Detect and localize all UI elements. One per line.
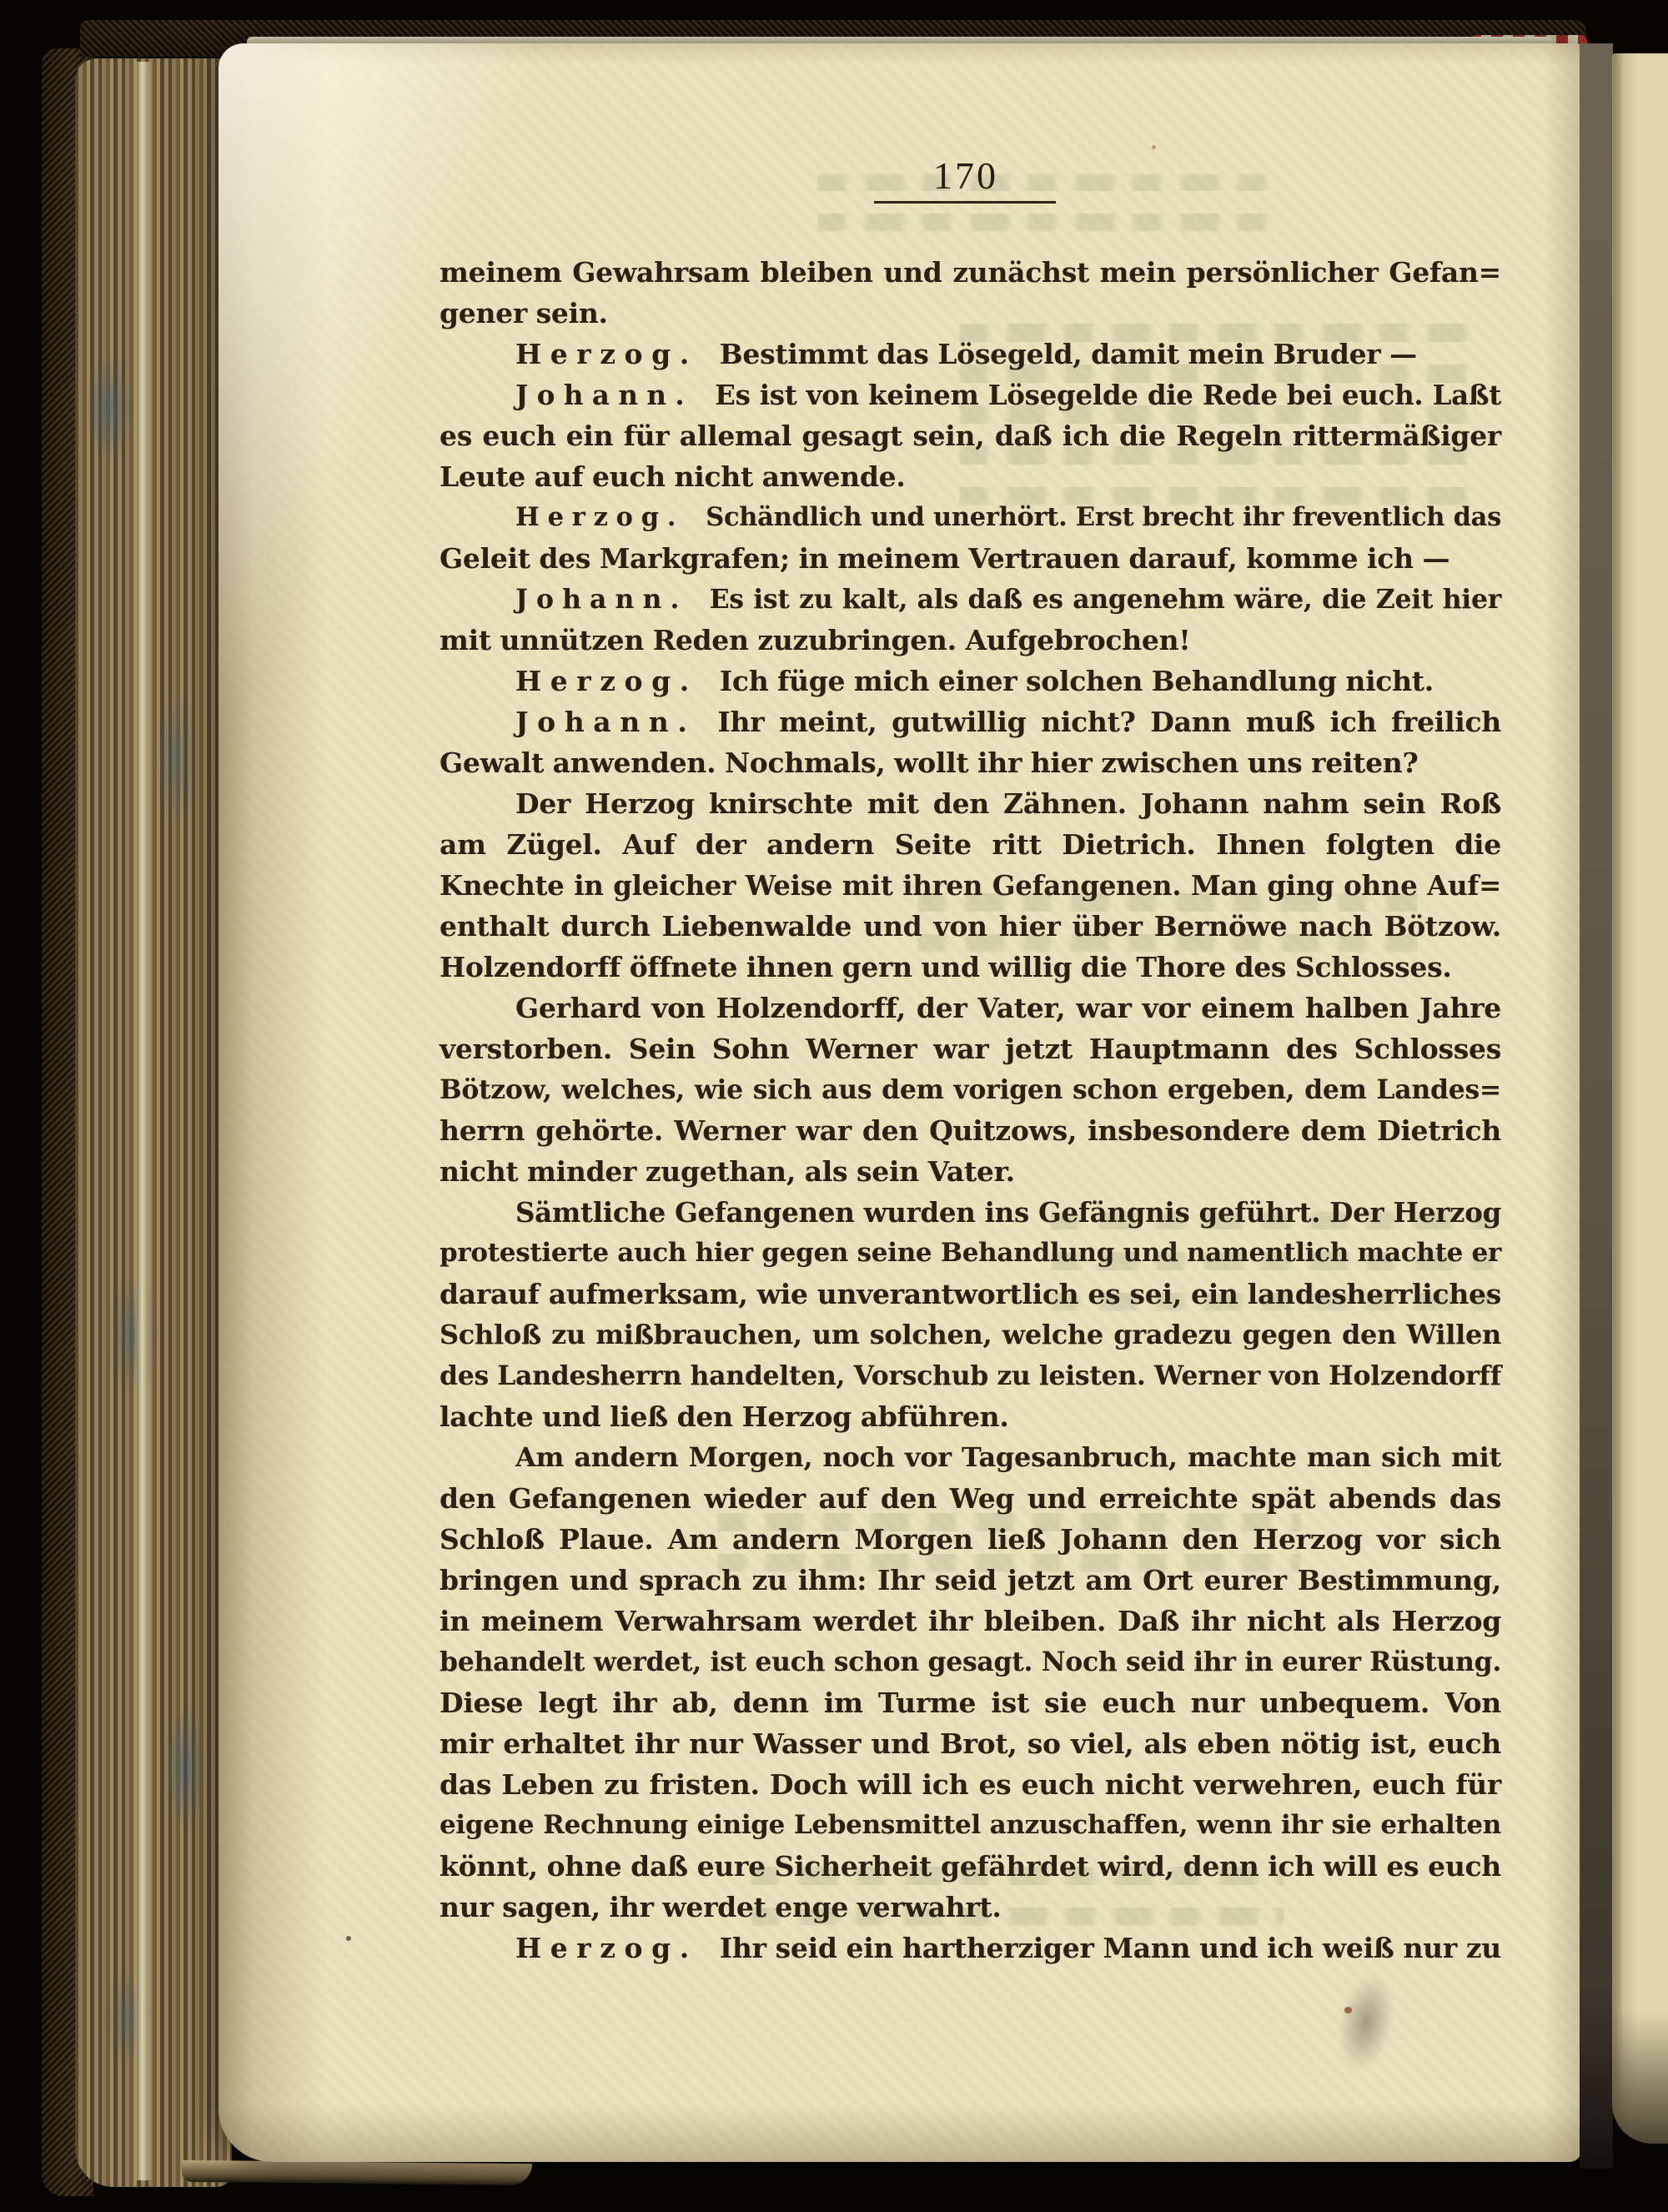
text-line [440,497,1501,538]
text-line [440,456,1501,497]
line-text: Holzendorff öffnete ihnen gern und willig die Thore des Schlosses. [440,951,1452,983]
paper-speck [1152,145,1156,149]
line-text: am Zügel. Auf der andern Seite ritt Dietrich. Ihnen folgten die [440,828,1501,861]
line-text: Am andern Morgen, noch vor Tagesanbruch, machte man sich mit [515,1441,1501,1473]
line-text: Knechte in gleicher Weise mit ihren Gefangenen. Man ging ohne Auf= [440,869,1501,902]
line-text: herrn gehörte. Werner war den Quitzows, insbesondere dem Dietrich [440,1114,1501,1147]
line-text: Schloß zu mißbrauchen, um solchen, welche gradezu gegen den Willen [440,1319,1501,1350]
text-line [440,1069,1501,1110]
line-text: in meinem Verwahrsam werdet ihr bleiben. Daß ihr nicht als Herzog [440,1605,1501,1637]
text-line [440,1110,1501,1151]
speaker-name: Herzog. [515,502,685,532]
line-text: Ihr meint, gutwillig nicht? Dann muß ich freilich [717,706,1501,738]
line-text: eigene Rechnung einige Lebensmittel anzuschaffen, wenn ihr sie erhalten [440,1810,1501,1840]
text-line [440,865,1501,906]
line-text: Es ist von keinem Lösegelde die Rede bei euch. Laßt [715,379,1501,411]
line-text: Es ist zu kalt, als daß es angenehm wäre, die Zeit hier [709,584,1501,615]
text-line [440,1355,1501,1396]
text-line [440,1601,1501,1641]
line-text: Geleit des Markgrafen; in meinem Vertrauen darauf, komme ich — [440,542,1450,575]
line-text: Ich füge mich einer solchen Behandlung nicht. [719,665,1434,697]
speaker-name: Herzog. [515,1932,698,1964]
line-text: Gewalt anwenden. Nochmals, wollt ihr hier zwischen uns reiten? [440,747,1419,779]
line-text: Gerhard von Holzendorff, der Vater, war vor einem halben Jahre [515,992,1501,1024]
text-line [440,1274,1501,1315]
line-text: nicht minder zugethan, als sein Vater. [440,1155,1015,1188]
line-text: mir erhaltet ihr nur Wasser und Brot, so viel, als eben nötig ist, euch [440,1727,1501,1760]
line-text: lachte und ließ den Herzog abführen. [440,1400,1009,1433]
speaker-name: Johann. [515,706,696,738]
text-line [440,1641,1501,1682]
speaker-name: Herzog. [515,338,698,370]
text-line [440,1928,1501,1968]
page-number-rule [874,201,1056,204]
text-line [440,579,1501,620]
line-text: behandelt werdet, ist euch schon gesagt. Noch seid ihr in eurer Rüstung. [440,1646,1501,1677]
facing-page-edge [1612,53,1668,2144]
rust-speck [1344,2007,1352,2013]
line-text: Schloß Plaue. Am andern Morgen ließ Johann den Herzog vor sich [440,1523,1501,1556]
text-line [440,252,1501,293]
page-block-bottom-edge [182,2160,532,2185]
line-text: Ihr seid ein hartherziger Mann und ich weiß nur zu [719,1932,1501,1964]
text-line [440,293,1501,334]
speaker-name: Herzog. [515,665,698,697]
text-line [440,620,1501,661]
line-text: Der Herzog knirschte mit den Zähnen. Johann nahm sein Roß [515,787,1501,820]
line-text: darauf aufmerksam, wie unverantwortlich es sei, ein landesherrliches [440,1278,1501,1310]
line-text: gener sein. [440,297,608,329]
text-line [440,1192,1501,1233]
line-text: Schändlich und unerhört. Erst brecht ihr freventlich das [706,502,1501,532]
line-text: protestierte auch hier gegen seine Behandlung und namentlich machte er [440,1238,1501,1268]
line-text: enthalt durch Liebenwalde und von hier über Bernöwe nach Bötzow. [440,910,1501,943]
text-line [440,375,1501,415]
text-line [440,1682,1501,1723]
text-line [440,783,1501,824]
text-line [440,1764,1501,1805]
text-line [440,1396,1501,1437]
line-text: meinem Gewahrsam bleiben und zunächst mein persönlicher Gefan= [440,256,1501,289]
line-text: Sämtliche Gefangenen wurden ins Gefängnis geführt. Der Herzog [515,1196,1501,1229]
speaker-name: Johann. [515,584,688,615]
text-line [440,1560,1501,1601]
text-line [440,1437,1501,1478]
speaker-name: Johann. [515,379,694,411]
text-line [440,947,1501,988]
line-text: könnt, ohne daß eure Sicherheit gefährdet wird, denn ich will es euch [440,1850,1501,1883]
text-line [440,1151,1501,1192]
line-text: nur sagen, ihr werdet enge verwahrt. [440,1891,1002,1923]
text-line [440,415,1501,456]
text-line [440,1723,1501,1764]
line-text: verstorben. Sein Sohn Werner war jetzt Hauptmann des Schlosses [440,1033,1501,1065]
line-text: es euch ein für allemal gesagt sein, daß ich die Regeln rittermäßiger [440,420,1501,452]
paper-speck [346,1936,351,1941]
text-line [440,742,1501,783]
line-text: Bestimmt das Lösegeld, damit mein Bruder — [719,338,1417,370]
text-line [440,1846,1501,1887]
text-line [440,1233,1501,1274]
line-text: bringen und sprach zu ihm: Ihr seid jetzt am Ort eurer Bestimmung, [440,1564,1501,1596]
page-number: 170 [933,154,998,197]
text-line [440,1519,1501,1560]
fore-edge-light-strip [135,62,152,2180]
text-line [440,1805,1501,1846]
text-line [440,1315,1501,1355]
line-text: Diese legt ihr ab, denn im Turme ist sie euch nur unbequem. Von [440,1687,1501,1719]
line-text: des Landesherrn handelten, Vorschub zu leisten. Werner von Holzendorff [440,1360,1501,1391]
text-line [440,906,1501,947]
line-text: Bötzow, welches, wie sich aus dem vorigen schon ergeben, dem Landes= [440,1074,1501,1105]
text-block [440,252,1501,1968]
gutter-shadow-gap [1580,43,1613,2169]
text-line [440,661,1501,701]
text-line [440,334,1501,375]
text-line [440,1478,1501,1519]
text-line [440,701,1501,742]
line-text: das Leben zu fristen. Doch will ich es euch nicht verwehren, euch für [440,1768,1501,1801]
line-text: den Gefangenen wieder auf den Weg und erreichte spät abends das [440,1482,1501,1515]
text-line [440,538,1501,579]
line-text: mit unnützen Reden zuzubringen. Aufgebrochen! [440,624,1191,656]
page-block-fore-edge [75,58,232,2187]
text-line [440,1028,1501,1069]
text-line [440,824,1501,865]
text-line [440,988,1501,1028]
line-text: Leute auf euch nicht anwende. [440,460,906,493]
text-line [440,1887,1501,1928]
